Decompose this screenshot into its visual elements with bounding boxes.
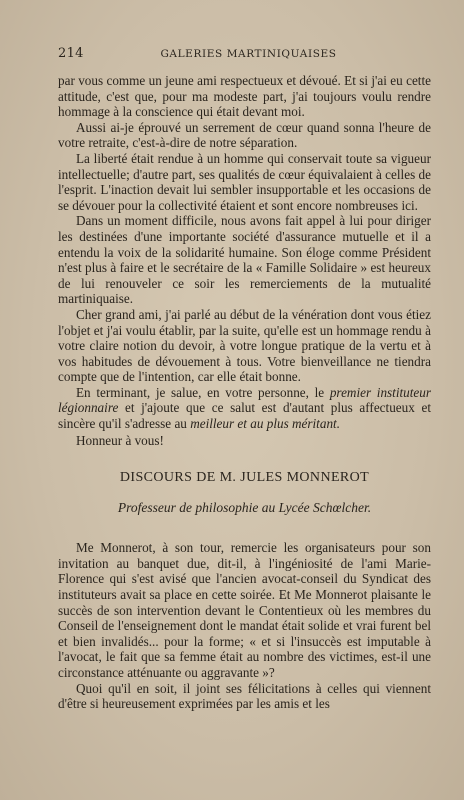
paragraph-2: Aussi ai-je éprouvé un serrement de cœur quand sonna l'heure de votre retraite, c'est-à-dire de notre séparation.: [58, 119, 431, 151]
section-body: [58, 540, 431, 712]
closing-text-2: et j'ajoute que ce salut est d'autant plus affectueux et sincère qu'il s'adresse au: [58, 400, 431, 432]
paragraph-1: par vous comme un jeune ami respectueux et dévoué. Et si j'ai eu cette attitude, c'est que, pour ma modeste part, j'ai toujours voulu rendre hommage à la conscience qui était devant moi.: [58, 73, 431, 120]
paragraph-5: Cher grand ami, j'ai parlé au début de la vénération dont vous étiez l'objet et j'ai voulu établir, par la suite, qu'elle est un hommage rendu à votre claire notion du devoir, à votre longue pratique de la vertu et à vos habitudes de dévouement à tous. Votre bienveillance ne tiendra compte que de l'intention, car elle était bonne.: [58, 306, 431, 385]
honneur-line: Honneur à vous!: [76, 432, 164, 448]
section-paragraph-2: Quoi qu'il en soit, il joint ses félicitations à celles qui viennent d'être si heureusement exprimées par les amis et les: [58, 680, 431, 712]
speech-body: [58, 73, 431, 448]
section-subtitle: Professeur de philosophie au Lycée Schœlcher.: [117, 500, 372, 516]
closing-text-1: En terminant, je salue, en votre personne, le: [76, 384, 330, 400]
paragraph-3: La liberté était rendue à un homme qui conservait toute sa vigueur intellectuelle; d'autre part, ses qualités de cœur équivalaient à celles de l'esprit. L'inaction devait lui sembler insupportable et les occasions de se dévouer pour la collectivité étaient et sont encore nombreuses ici.: [58, 150, 431, 213]
running-title: GALERIES MARTINIQUAISES: [160, 48, 337, 60]
page-header: [58, 46, 431, 61]
paragraph-4: Dans un moment difficile, nous avons fait appel à lui pour diriger les destinées d'une importante société d'assurance mutuelle et il a entendu la voix de la solidarité humaine. Son éloge comme Président n'est plus à faire et le secrétaire de la « Famille Solidaire » est heureux de lui renouveler ce soir les remerciements de la mutualité martiniquaise.: [58, 213, 431, 307]
section-title: DISCOURS DE M. JULES MONNEROT: [119, 470, 370, 486]
closing-paragraph: [58, 385, 431, 432]
closing-emphasis-1: premier instituteur légionnaire: [58, 384, 431, 416]
section-paragraph-1: Me Monnerot, à son tour, remercie les organisateurs pour son invitation au banquet due, dit-il, à l'ingéniosité de l'ami Marie-Florence qui s'est avisé que l'ancien avocat-conseil du Syndicat des instituteurs avait sa place en cette soirée. Et Me Monnerot plaisante le succès de son intervention devant le Contentieux où les membres du Conseil de l'enseignement dont le mandat était solide et vrai furent bel et bien invalidés... pour la forme; « et si l'insuccès est imputable à l'avocat, le fait que sa femme était au nombre des victimes, est-il une circonstance atténuante ou aggravante »?: [58, 540, 431, 680]
page-number: 214: [58, 46, 84, 61]
closing-emphasis-2: meilleur et au plus méritant.: [190, 416, 340, 432]
